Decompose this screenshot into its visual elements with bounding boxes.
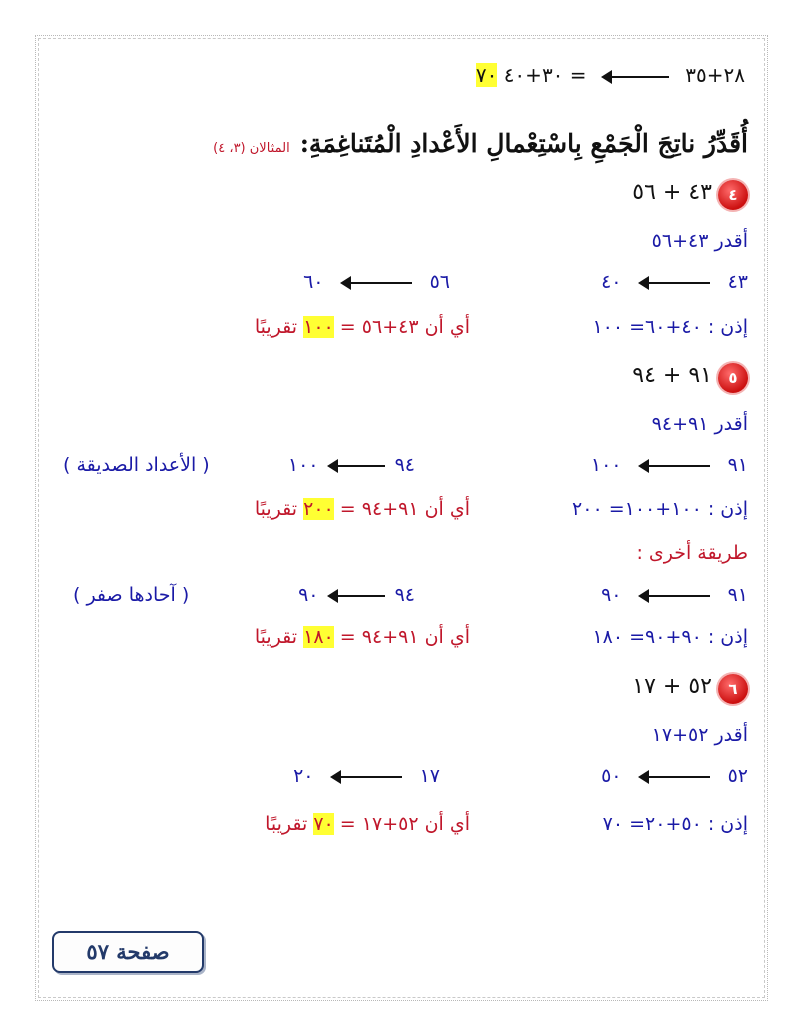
ex4-r2-to: ٦٠ [303, 271, 324, 293]
header-line [476, 63, 745, 87]
ex6-conclusion-value: ٧٠ [313, 813, 334, 835]
arrow-icon [329, 595, 385, 597]
ex6-round-row-1 [601, 764, 748, 788]
header-expr: ٢٨+٣٥ [685, 63, 745, 87]
ex4-round-row-2 [303, 270, 450, 294]
ex5-alt-row-1 [601, 583, 748, 607]
ex4-r2-from: ٥٦ [429, 271, 450, 293]
exercise-6-badge: ٦ [718, 674, 748, 704]
ex6-conclusion [265, 812, 470, 836]
ex4-conclusion [255, 315, 470, 339]
ex5-estimate-label: أقدر ٩١+٩٤ [651, 413, 748, 435]
ex5-alt-conclusion-value: ١٨٠ [303, 626, 334, 648]
exercise-5-expression: ٩١ + ٩٤ [632, 363, 712, 388]
ex5-a1-to: ٩٠ [601, 584, 622, 606]
ex5-alt-conclusion-pre: أي أن ٩١+٩٤ = [339, 626, 470, 648]
ex5-alt-row-2 [298, 583, 415, 607]
ex5-r2-note: ( الأعداد الصديقة ) [63, 454, 210, 476]
ex5-alt-label: طريقة أخرى : [636, 542, 748, 564]
ex5-r1-from: ٩١ [727, 454, 748, 476]
ex6-r1-from: ٥٢ [727, 765, 748, 787]
ex4-conclusion-pre: أي أن ٤٣+٥٦ = [339, 316, 470, 338]
section-title [213, 129, 748, 158]
ex6-so: إذن : ٥٠+٢٠= ٧٠ [602, 813, 748, 835]
ex6-round-row-2 [293, 764, 440, 788]
ex4-r1-from: ٤٣ [727, 271, 748, 293]
ex4-estimate-label: أقدر ٤٣+٥٦ [651, 230, 748, 252]
examples-ref: المثالان (٣، ٤) [213, 141, 290, 156]
ex5-conclusion-post: تقريبًا [254, 498, 298, 520]
ex5-a2-from: ٩٤ [394, 584, 415, 606]
ex6-r2-from: ١٧ [419, 765, 440, 787]
exercise-6-expression: ٥٢ + ١٧ [632, 674, 712, 699]
arrow-icon [640, 465, 710, 467]
ex5-alt-conclusion [255, 625, 470, 649]
ex5-alt-so: إذن : ٩٠+٩٠= ١٨٠ [592, 626, 748, 648]
arrow-icon [640, 776, 710, 778]
ex5-r2-from: ٩٤ [394, 454, 415, 476]
ex5-conclusion-value: ٢٠٠ [303, 498, 334, 520]
ex5-conclusion [255, 497, 470, 521]
page-number-label: صفحة ٥٧ [52, 931, 204, 973]
ex5-round-row-2 [288, 453, 415, 477]
ex5-round-row-1 [591, 453, 748, 477]
exercise-5-badge: ٥ [718, 363, 748, 393]
ex4-r1-to: ٤٠ [601, 271, 622, 293]
ex4-conclusion-value: ١٠٠ [303, 316, 334, 338]
ex5-conclusion-pre: أي أن ٩١+٩٤ = [339, 498, 470, 520]
ex5-a2-note: ( آحادها صفر ) [73, 584, 190, 606]
arrow-icon [342, 282, 412, 284]
ex4-conclusion-post: تقريبًا [254, 316, 298, 338]
arrow-icon [640, 282, 710, 284]
ex6-r2-to: ٢٠ [293, 765, 314, 787]
header-result: ٧٠ [475, 63, 498, 87]
section-title-text: أُقَدِّرُ ناتِجَ الْجَمْعِ بِاسْتِعْمالِ الأَعْدادِ الْمُتَناغِمَةِ: [299, 129, 748, 158]
ex4-round-row-1 [601, 270, 748, 294]
ex5-r1-to: ١٠٠ [590, 454, 622, 476]
arrow-icon [603, 76, 669, 78]
ex6-conclusion-post: تقريبًا [265, 813, 308, 835]
arrow-icon [332, 776, 402, 778]
ex6-estimate-label: أقدر ٥٢+١٧ [651, 724, 748, 746]
exercise-4-expression: ٤٣ + ٥٦ [632, 180, 712, 205]
header-eq: = ٣٠+٤٠ [503, 63, 587, 87]
ex6-r1-to: ٥٠ [601, 765, 622, 787]
arrow-icon [640, 595, 710, 597]
ex5-so: إذن : ١٠٠+١٠٠= ٢٠٠ [572, 498, 748, 520]
ex6-conclusion-pre: أي أن ٥٢+١٧ = [339, 813, 470, 835]
ex5-alt-conclusion-post: تقريبًا [254, 626, 298, 648]
ex5-a1-from: ٩١ [727, 584, 748, 606]
arrow-icon [329, 465, 385, 467]
ex4-so: إذن : ٤٠+٦٠= ١٠٠ [592, 316, 748, 338]
exercise-4-badge: ٤ [718, 180, 748, 210]
ex5-r2-to: ١٠٠ [287, 454, 319, 476]
ex5-a2-to: ٩٠ [298, 584, 319, 606]
